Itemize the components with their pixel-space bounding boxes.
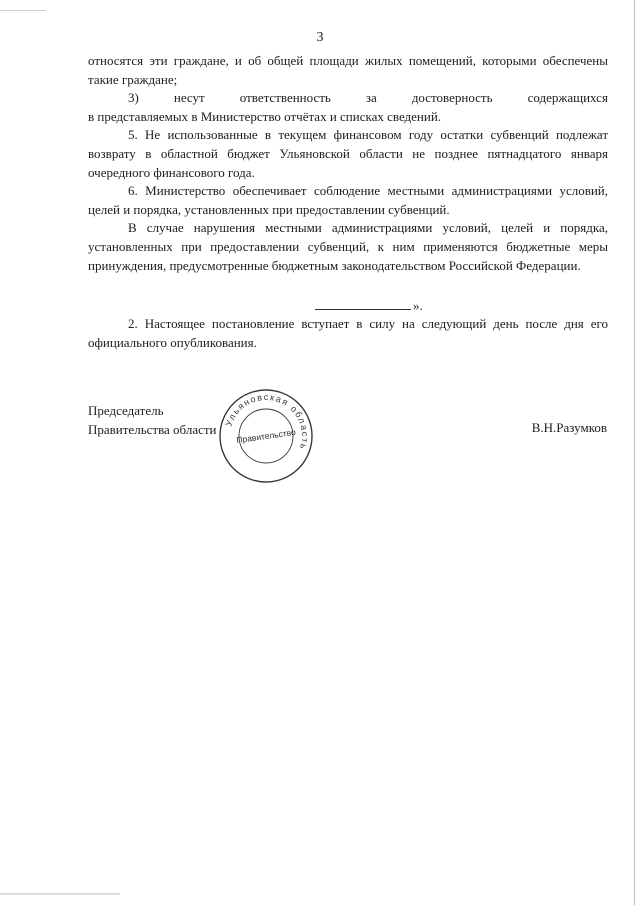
scan-edge-line [634,0,635,905]
paragraph-continuation: относятся эти граждане, и об общей площади жилых помещений, которыми обеспечены такие граждане; [88,53,608,87]
body-text [88,52,608,275]
clause-2 [88,315,608,352]
signatory-name: В.Н.Разумков [531,420,607,435]
blank-line [315,297,423,314]
item3-word: за [365,90,377,106]
list-item-3 [88,89,608,108]
paragraph-5: 5. Не использованные в текущем финансовом году остатки субвенций подлежат возврату в областной бюджет Ульяновской области не позднее пятнадцатого января очередного финансового года. [88,127,608,180]
scan-top-mark [0,10,46,11]
stamp-ring-text: Ульяновская область [223,391,311,452]
scan-bottom-mark [0,893,120,895]
signatory-title [88,402,217,439]
page-number: 3 [316,30,324,45]
stamp-center-text: Правительство [235,426,297,446]
clause-2-text: 2. Настоящее постановление вступает в силу на следующий день после дня его официального опубликования. [88,316,608,350]
list-item-3-continuation: в представляемых в Министерство отчётах и списках сведений. [88,108,442,124]
signatory-title-line2: Правительства области [88,421,217,437]
item3-word: несут [173,90,205,106]
item3-word: 3) [128,90,139,106]
item3-word: достоверность [411,90,493,106]
paragraph-6: 6. Министерство обеспечивает соблюдение местными администрациями условий, целей и порядка, установленных при предоставлении субвенций. [88,183,608,217]
paragraph-violation: В случае нарушения местными администрациями условий, целей и порядка, установленных при предоставлении субвенций, к ним применяются бюджетные меры принуждения, предусмотренные бюджетным законодательством Российской Федерации. [88,220,608,273]
official-stamp [218,388,314,484]
closing-quote: ». [413,298,423,313]
item3-word: содержащихся [527,90,608,106]
signatory-title-line1: Председатель [88,403,164,418]
blank-underline [315,297,411,310]
item3-word: ответственность [239,90,331,106]
